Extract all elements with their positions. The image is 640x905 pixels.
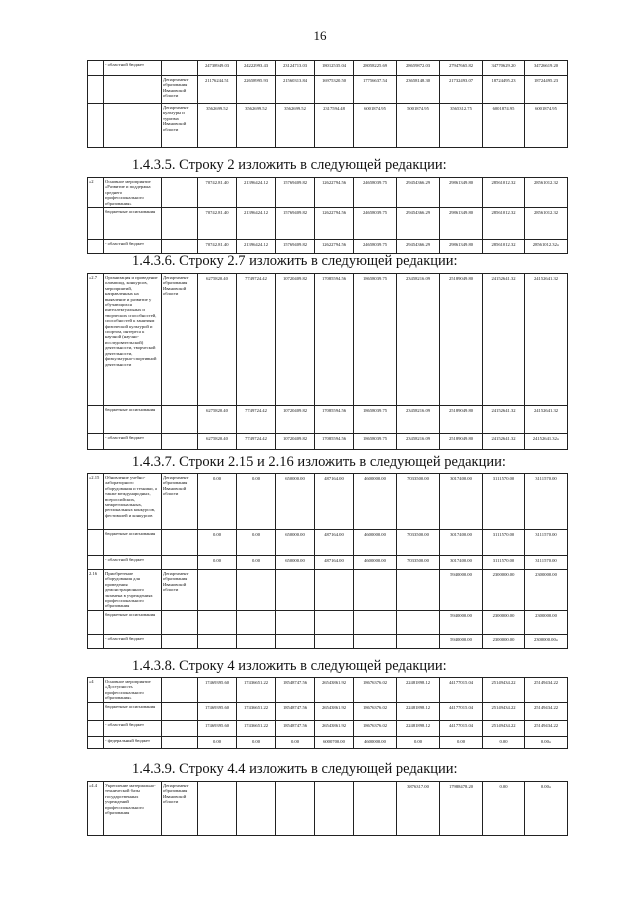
amount-cell: 0.00 [198,736,237,748]
executor-cell [162,530,198,556]
row-title-cell: Организация и проведение олимпиад, конкурсов, мероприятий, направленных на выявление и развитие у обучающихся интеллектуальных и творческих способностей, способностей к занятиям физической культурой и спортом, интереса к научной (научно-исследовательской) деятельности, творческой деятельности, физкультурно-спортивной деятельности [104,274,162,406]
amount-cell: 0.00» [525,782,568,836]
table-row [88,720,568,736]
row-number-cell: «2.7 [88,274,104,406]
amount-cell: 650000.00 [276,556,315,570]
amount-cell: 0.00 [397,736,440,748]
amount-cell [237,570,276,611]
executor-cell [162,702,198,720]
row-number-cell [88,61,104,76]
amount-cell: 21396424.12 [237,178,276,208]
amount-cell: 12622794.56 [315,208,354,240]
table-row [88,178,568,208]
amount-cell: 487164.00 [315,474,354,530]
amount-cell: 5940000.00 [440,634,483,648]
row-title-cell: бюджетные ассигнования [104,702,162,720]
amount-cell: 15769409.82 [276,178,315,208]
amount-cell: 0.00» [525,736,568,748]
amount-cell: 2300000.00 [483,634,525,648]
amount-cell: 3562699.52 [198,104,237,148]
program-table [87,677,568,749]
amount-cell: 23658148.30 [397,76,440,104]
program-table [87,60,568,148]
amount-cell [315,610,354,634]
amount-cell: 22481898.12 [397,678,440,703]
row-number-cell [88,720,104,736]
amount-cell: 6001874.95 [354,104,397,148]
amount-cell: 12622794.56 [315,240,354,254]
amount-cell: 487164.00 [315,556,354,570]
amount-cell: 3017400.00 [440,530,483,556]
table-row [88,556,568,570]
amount-cell [315,570,354,611]
executor-cell: Департамент образования Ивановской области [162,76,198,104]
amount-cell: 12622794.56 [315,178,354,208]
row-number-cell [88,610,104,634]
amount-cell [397,570,440,611]
amount-cell: 17756637.54 [354,76,397,104]
executor-cell [162,240,198,254]
amount-cell: 21732493.07 [440,76,483,104]
amount-cell: 18658039.75 [354,434,397,450]
amount-cell: 3111570.00 [483,530,525,556]
row-title-cell: - областной бюджет [104,556,162,570]
amount-cell: 17469395.60 [198,720,237,736]
amount-cell: 34726619.20 [525,61,568,76]
amount-cell: 5940000.00 [440,570,483,611]
row-number-cell [88,240,104,254]
section-heading-2: 1.4.3.6. Строку 2.7 изложить в следующей редакции: [132,253,458,269]
row-title-cell: - федеральный бюджет [104,736,162,748]
amount-cell: 22481898.12 [397,720,440,736]
amount-cell: 28561012.32 [483,240,525,254]
table-row [88,474,568,530]
amount-cell [237,634,276,648]
amount-cell: 2300000.00 [525,570,568,611]
amount-cell: 26543861.92 [315,678,354,703]
amount-cell: 6000700.00 [315,736,354,748]
amount-cell [198,610,237,634]
amount-cell: 28659872.03 [397,61,440,76]
row-number-cell [88,556,104,570]
amount-cell [397,634,440,648]
amount-cell [354,570,397,611]
amount-cell: 70742.81.40 [198,178,237,208]
row-number-cell [88,434,104,450]
amount-cell: 3111570.00 [483,474,525,530]
row-title-cell: - областной бюджет [104,240,162,254]
amount-cell: 25189049.80 [440,434,483,450]
row-title-cell: бюджетные ассигнования [104,208,162,240]
amount-cell: 44177015.04 [440,678,483,703]
row-number-cell [88,702,104,720]
amount-cell: 0.00 [198,556,237,570]
table-row [88,104,568,148]
table-block-1 [87,177,567,254]
amount-cell [354,634,397,648]
amount-cell: 18658039.75 [354,274,397,406]
amount-cell: 0.00 [276,736,315,748]
table-block-4 [87,677,567,749]
amount-cell: 18724495.23 [525,76,568,104]
amount-cell: 21396424.12 [237,240,276,254]
amount-cell: 24152641.32 [483,274,525,406]
amount-cell: 16975320.50 [315,76,354,104]
table-row [88,240,568,254]
amount-cell: 4600000.00 [354,474,397,530]
program-table [87,781,568,836]
row-number-cell: «4.4 [88,782,104,836]
amount-cell: 3111570.00 [525,474,568,530]
executor-cell: Департамент образования Ивановской области [162,474,198,530]
table-row [88,570,568,611]
amount-cell: 25189049.80 [440,406,483,434]
page-number: 16 [313,28,327,43]
amount-cell: 487164.00 [315,530,354,556]
amount-cell: 4600000.00 [354,530,397,556]
amount-cell: 2300000.00 [525,610,568,634]
row-title-cell: бюджетные ассигнования [104,406,162,434]
table-row [88,61,568,76]
amount-cell: 18548747.56 [276,678,315,703]
amount-cell: 28561012.32 [483,178,525,208]
amount-cell: 6275820.40 [198,274,237,406]
executor-cell [162,720,198,736]
amount-cell: 26543861.92 [315,702,354,720]
amount-cell: 25149434.22 [483,720,525,736]
amount-cell: 24658039.75 [354,178,397,208]
amount-cell [315,634,354,648]
amount-cell: 0.00 [198,530,237,556]
table-row [88,274,568,406]
row-title-cell: - областной бюджет [104,634,162,648]
amount-cell: 3017400.00 [440,474,483,530]
executor-cell [162,178,198,208]
row-number-cell: 2.16 [88,570,104,611]
amount-cell: 2317594.48 [315,104,354,148]
row-title-cell: Приобретение оборудования для проведения демонстрационного экзамена в учреждениях профессионального образования [104,570,162,611]
executor-cell: Департамент образования Ивановской области [162,570,198,611]
amount-cell: 28058225.69 [354,61,397,76]
amount-cell: 7033500.00 [397,474,440,530]
executor-cell: Департамент культуры и туризма Ивановской области [162,104,198,148]
table-block-0 [87,60,567,148]
amount-cell [198,570,237,611]
amount-cell: 23458216.09 [397,406,440,434]
amount-cell: 7749724.42 [237,406,276,434]
amount-cell: 4600000.00 [354,736,397,748]
amount-cell: 3876317.00 [397,782,440,836]
amount-cell: 26543861.92 [315,720,354,736]
program-table [87,273,568,450]
table-block-5 [87,781,567,836]
amount-cell: 21176244.51 [198,76,237,104]
amount-cell: 23458216.09 [397,274,440,406]
row-number-cell: «4 [88,678,104,703]
amount-cell: 25149434.22 [525,678,568,703]
amount-cell: 17436651.22 [237,702,276,720]
amount-cell: 70742.81.40 [198,208,237,240]
amount-cell: 0.00 [237,556,276,570]
amount-cell: 2300000.00 [483,570,525,611]
amount-cell [315,782,354,836]
executor-cell [162,208,198,240]
row-title-cell: Основное мероприятие «Развитие и поддержка среднего профессионального образования» [104,178,162,208]
table-row [88,610,568,634]
table-row [88,434,568,450]
amount-cell: 18724495.23 [483,76,525,104]
row-number-cell [88,406,104,434]
amount-cell: 6275820.40 [198,434,237,450]
amount-cell: 22481898.12 [397,702,440,720]
amount-cell: 5940000.00 [440,610,483,634]
amount-cell: 29454366.29 [397,240,440,254]
amount-cell: 25149434.22 [525,702,568,720]
amount-cell: 3565312.75 [440,104,483,148]
table-row [88,208,568,240]
program-table [87,177,568,254]
section-heading-1: 1.4.3.5. Строку 2 изложить в следующей редакции: [132,157,447,173]
amount-cell: 0.00 [440,736,483,748]
amount-cell: 0.00 [198,474,237,530]
amount-cell: 17085594.56 [315,406,354,434]
amount-cell: 0.00 [237,530,276,556]
amount-cell: 28561012.32 [525,208,568,240]
amount-cell: 70742.81.40 [198,240,237,254]
amount-cell: 29861349.80 [440,208,483,240]
section-heading-5: 1.4.3.9. Строку 4.4 изложить в следующей редакции: [132,761,458,777]
executor-cell: Департамент образования Ивановской области [162,274,198,406]
row-number-cell: «2 [88,178,104,208]
amount-cell: 18012535.04 [315,61,354,76]
amount-cell: 0.00 [237,474,276,530]
table-row [88,702,568,720]
amount-cell: 4600000.00 [354,556,397,570]
amount-cell: 24152641.32» [525,434,568,450]
table-row [88,76,568,104]
amount-cell [237,610,276,634]
amount-cell: 24738949.03 [198,61,237,76]
table-row [88,736,568,748]
amount-cell: 7749724.42 [237,274,276,406]
row-title-cell: бюджетные ассигнования [104,530,162,556]
section-heading-3: 1.4.3.7. Строки 2.15 и 2.16 изложить в следующей редакции: [132,454,506,470]
amount-cell: 5001874.95 [397,104,440,148]
amount-cell: 18548747.56 [276,702,315,720]
amount-cell: 28561012.32» [525,240,568,254]
row-title-cell [104,76,162,104]
amount-cell: 25189049.80 [440,274,483,406]
table-block-3 [87,473,567,649]
row-title-cell: - областной бюджет [104,720,162,736]
amount-cell: 23124713.03 [276,61,315,76]
amount-cell: 2300000.00» [525,634,568,648]
amount-cell [276,610,315,634]
amount-cell: 18676376.02 [354,678,397,703]
amount-cell: 10720409.82 [276,406,315,434]
amount-cell: 17988478.20 [440,782,483,836]
amount-cell: 24152641.32 [483,434,525,450]
row-title-cell: бюджетные ассигнования [104,610,162,634]
row-number-cell: «2.15 [88,474,104,530]
amount-cell [354,782,397,836]
row-number-cell [88,104,104,148]
amount-cell: 24658039.75 [354,240,397,254]
amount-cell: 6275820.40 [198,406,237,434]
amount-cell: 3562699.52 [237,104,276,148]
row-title-cell: Обновление учебно-лабораторного оборудования и техники, а также международных, всероссийских, межрегиональных, региональных конкурсов, фестивалей и конкурсов [104,474,162,530]
row-title-cell: Укрепление материально-технической базы государственных учреждений профессионального образования [104,782,162,836]
amount-cell: 3562699.52 [276,104,315,148]
amount-cell: 3017400.00 [440,556,483,570]
amount-cell: 29454366.29 [397,178,440,208]
amount-cell: 10720409.82 [276,434,315,450]
amount-cell: 650000.00 [276,474,315,530]
amount-cell: 29861349.80 [440,240,483,254]
amount-cell: 0.00 [483,736,525,748]
amount-cell: 25149434.22 [483,678,525,703]
amount-cell [198,634,237,648]
table-row [88,530,568,556]
amount-cell: 18676376.02 [354,720,397,736]
amount-cell: 22658995.93 [237,76,276,104]
amount-cell: 0.00 [237,736,276,748]
amount-cell: 25149434.22 [483,702,525,720]
amount-cell: 17436651.22 [237,720,276,736]
table-block-2 [87,273,567,450]
amount-cell [198,782,237,836]
amount-cell [397,610,440,634]
amount-cell: 27947665.82 [440,61,483,76]
amount-cell: 17436651.22 [237,678,276,703]
amount-cell: 6001874.95 [483,104,525,148]
amount-cell: 24152641.32 [483,406,525,434]
row-number-cell [88,736,104,748]
row-title-cell: - областной бюджет [104,434,162,450]
amount-cell [276,782,315,836]
executor-cell [162,736,198,748]
executor-cell [162,406,198,434]
executor-cell [162,556,198,570]
amount-cell: 18548747.56 [276,720,315,736]
row-number-cell [88,530,104,556]
amount-cell: 44177015.04 [440,720,483,736]
executor-cell [162,434,198,450]
amount-cell: 18676376.02 [354,702,397,720]
executor-cell [162,61,198,76]
section-heading-4: 1.4.3.8. Строку 4 изложить в следующей редакции: [132,658,447,674]
amount-cell: 10720409.82 [276,274,315,406]
row-title-cell [104,104,162,148]
amount-cell: 29454366.29 [397,208,440,240]
amount-cell: 44177015.04 [440,702,483,720]
amount-cell: 24658039.75 [354,208,397,240]
amount-cell: 3111570.00 [525,556,568,570]
amount-cell: 6001874.95 [525,104,568,148]
amount-cell: 28561012.32 [525,178,568,208]
amount-cell [354,610,397,634]
amount-cell: 15769409.82 [276,240,315,254]
amount-cell: 15769409.82 [276,208,315,240]
amount-cell: 650000.00 [276,530,315,556]
amount-cell: 34770629.20 [483,61,525,76]
table-row [88,782,568,836]
amount-cell: 17469395.60 [198,702,237,720]
amount-cell: 7033500.00 [397,556,440,570]
amount-cell: 25149434.22 [525,720,568,736]
amount-cell: 21396424.12 [237,208,276,240]
amount-cell: 3111570.00 [525,530,568,556]
row-number-cell [88,634,104,648]
table-row [88,634,568,648]
executor-cell: Департамент образования Ивановской области [162,782,198,836]
row-number-cell [88,76,104,104]
table-row [88,678,568,703]
row-title-cell: Основное мероприятие «Доступность профессионального образования» [104,678,162,703]
amount-cell: 21560313.84 [276,76,315,104]
row-number-cell [88,208,104,240]
amount-cell: 18658039.75 [354,406,397,434]
amount-cell: 3111570.00 [483,556,525,570]
amount-cell: 0.00 [483,782,525,836]
amount-cell: 7033500.00 [397,530,440,556]
amount-cell [276,634,315,648]
amount-cell: 17469395.60 [198,678,237,703]
amount-cell: 24152641.32 [525,406,568,434]
amount-cell: 17085594.56 [315,434,354,450]
amount-cell: 23458216.09 [397,434,440,450]
table-row [88,406,568,434]
amount-cell: 24152641.32 [525,274,568,406]
executor-cell [162,610,198,634]
amount-cell [276,570,315,611]
amount-cell: 2300000.00 [483,610,525,634]
executor-cell [162,634,198,648]
amount-cell: 17085594.56 [315,274,354,406]
program-table [87,473,568,649]
amount-cell [237,782,276,836]
row-title-cell: - областной бюджет [104,61,162,76]
amount-cell: 28561012.32 [483,208,525,240]
amount-cell: 24222993.43 [237,61,276,76]
amount-cell: 7749724.42 [237,434,276,450]
executor-cell [162,678,198,703]
amount-cell: 29861349.80 [440,178,483,208]
